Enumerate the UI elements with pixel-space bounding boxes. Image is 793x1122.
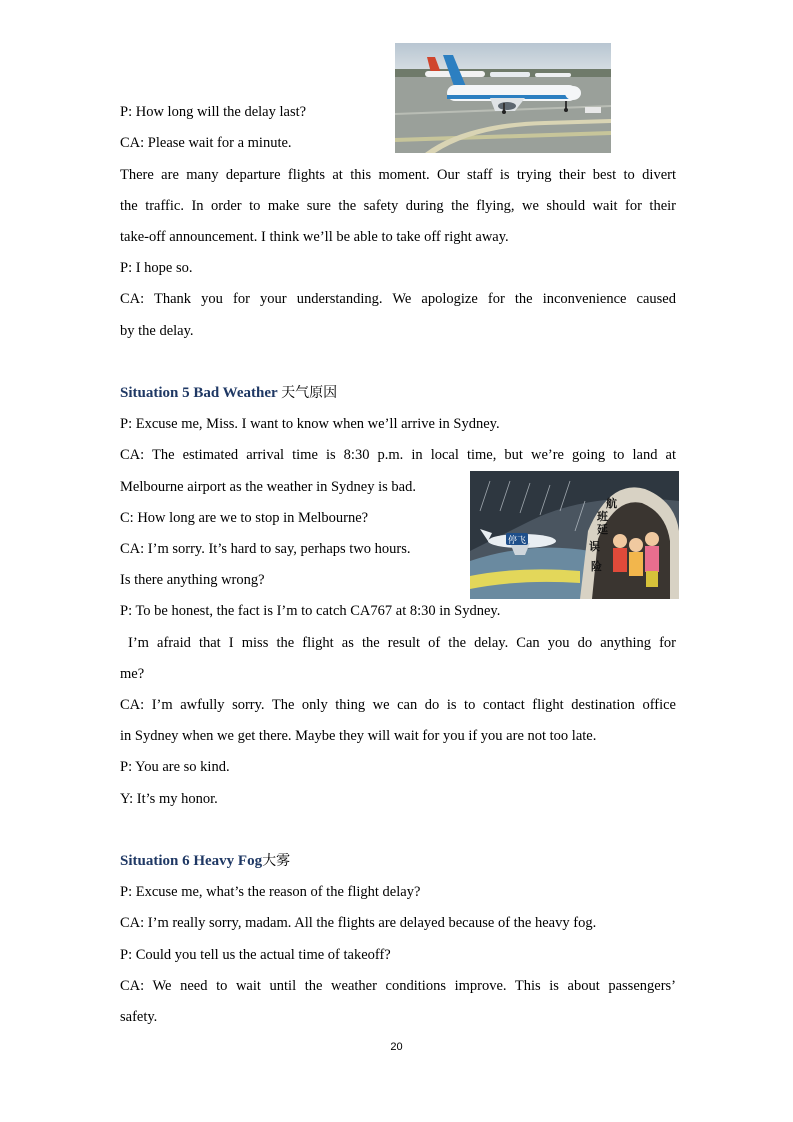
dialogue-line: P: I hope so. [120,260,193,276]
dialogue-line: CA: I’m awfully sorry. The only thing we can do is to contact flight destination office [120,697,676,713]
dialogue-line: the traffic. In order to make sure the safety during the flying, we should wait for their [120,198,676,214]
cartoon-arch-char-4: 误 [589,540,600,553]
dialogue-line: P: To be honest, the fact is I’m to catch CA767 at 8:30 in Sydney. [120,603,501,619]
cartoon-arch-char-5: 险 [591,560,602,573]
dialogue-line: Melbourne airport as the weather in Sydney is bad. [120,479,416,495]
dialogue-line: safety. [120,1009,158,1025]
section-heading-situation-5 [120,384,337,402]
dialogue-line: take-off announcement. I think we’ll be able to take off right away. [120,229,509,245]
dialogue-line: me? [120,666,145,682]
dialogue-line: C: How long are we to stop in Melbourne? [120,510,369,526]
section-heading-zh: 大雾 [262,853,291,869]
dialogue-line: CA: Please wait for a minute. [120,135,292,151]
dialogue-line: CA: We need to wait until the weather conditions improve. This is about passengers’ [120,978,676,994]
dialogue-line: CA: I’m sorry. It’s hard to say, perhaps two hours. [120,541,411,557]
dialogue-line: P: Excuse me, Miss. I want to know when we’ll arrive in Sydney. [120,416,500,432]
dialogue-line: P: How long will the delay last? [120,104,307,120]
dialogue-line: P: You are so kind. [120,759,230,775]
dialogue-line: There are many departure flights at this moment. Our staff is trying their best to divert [120,167,676,183]
section-heading-text: Situation 5 Bad Weather [120,385,278,401]
dialogue-line: CA: Thank you for your understanding. We apologize for the inconvenience caused [120,291,676,307]
dialogue-line: in Sydney when we get there. Maybe they will wait for you if you are not too late. [120,728,597,744]
dialogue-line: Is there anything wrong? [120,572,265,588]
dialogue-line: I’m afraid that I miss the flight as the result of the delay. Can you do anything for [128,635,676,651]
dialogue-line: by the delay. [120,323,194,339]
cartoon-arch-char-3: 延 [597,523,608,536]
dialogue-line: P: Excuse me, what’s the reason of the flight delay? [120,884,421,900]
section-heading-text: Situation 6 Heavy Fog [120,853,263,869]
dialogue-line: Y: It’s my honor. [120,791,218,807]
section-heading-zh: 天气原因 [281,385,338,401]
cartoon-arch-char-1: 航 [606,497,617,510]
cartoon-arch-char-2: 班 [597,510,608,523]
dialogue-line: CA: I’m really sorry, madam. All the flights are delayed because of the heavy fog. [120,915,597,931]
page-number: 20 [390,1041,403,1053]
cartoon-plane-label: 停飞 [507,536,527,546]
dialogue-line: CA: The estimated arrival time is 8:30 p.m. in local time, but we’re going to land at [120,447,676,463]
dialogue-line: P: Could you tell us the actual time of takeoff? [120,947,391,963]
section-heading-situation-6 [120,852,290,870]
